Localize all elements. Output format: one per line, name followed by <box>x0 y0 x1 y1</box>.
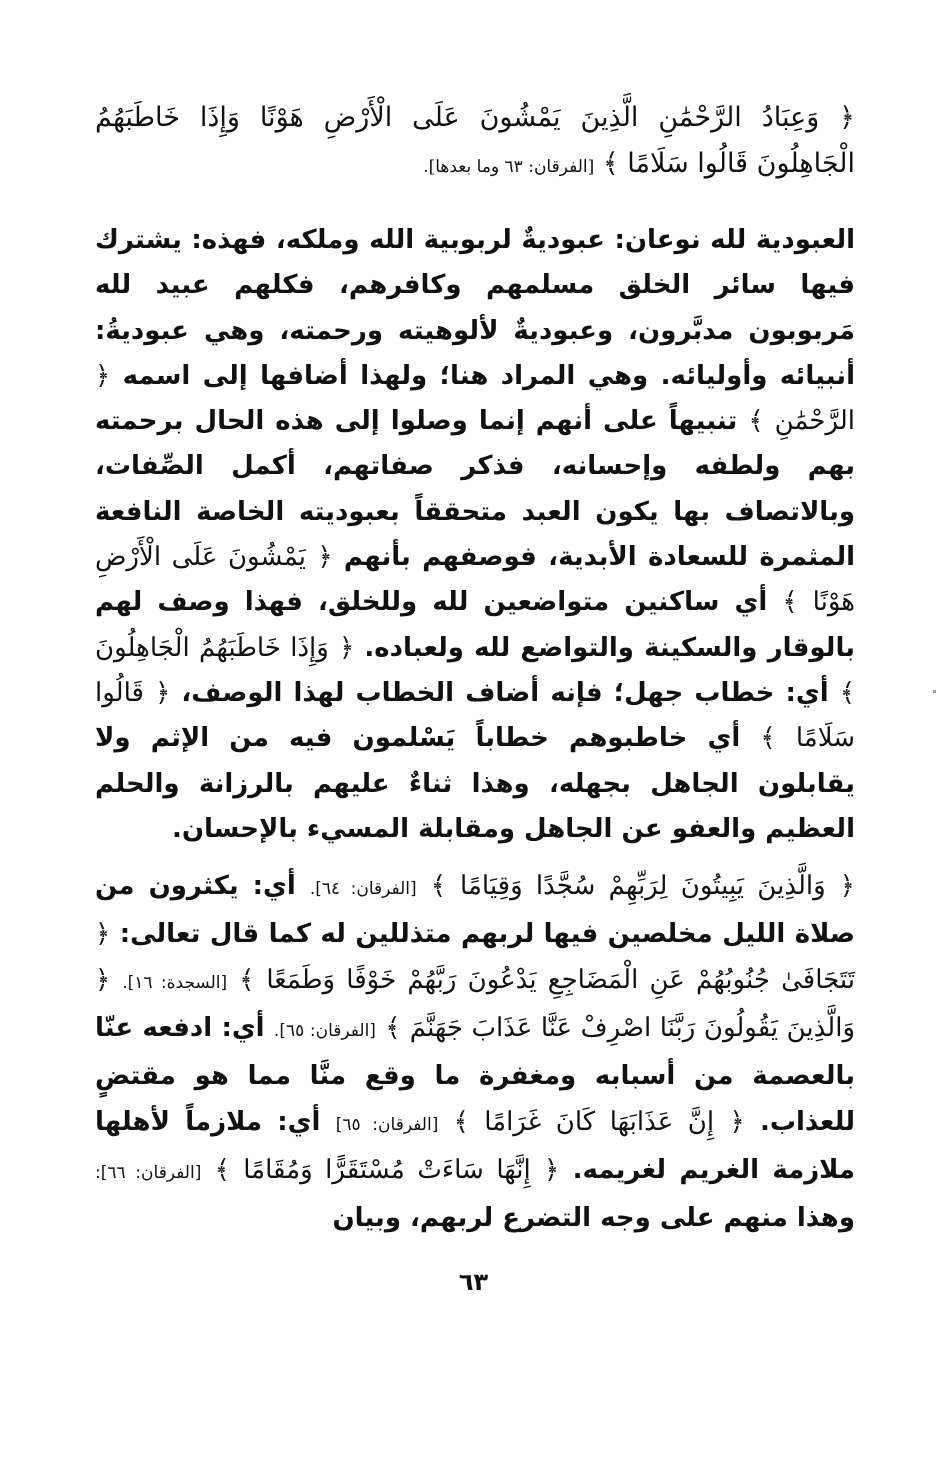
verse-open-ornament: ﴿ <box>839 102 855 133</box>
quote-yabituna: وَالَّذِينَ يَبِيتُونَ لِرَبِّهِمْ سُجَّدًا وَقِيَامًا <box>460 871 826 902</box>
verse-open-ornament: ﴿ <box>95 964 111 995</box>
verse-open-ornament: ﴿ <box>839 871 855 902</box>
verse-close-ornament: ﴾ <box>430 871 446 902</box>
verse-close-ornament: ﴾ <box>239 964 255 995</box>
quote-qalu-salama: قَالُوا سَلَامًا <box>95 677 855 754</box>
verse-open-ornament: ﴿ <box>95 360 111 391</box>
reference-furqan-65-b: [الفرقان: ٦٥] <box>335 1114 439 1135</box>
reference-furqan-64: [الفرقان: ٦٤]. <box>309 879 417 900</box>
reference-sajdah-16: [السجدة: ١٦]. <box>122 972 228 993</box>
verse-close-ornament: ﴾ <box>453 1106 469 1137</box>
verse-close-ornament: ﴾ <box>748 406 764 437</box>
quote-khatabahum: وَإِذَا خَاطَبَهُمُ الْجَاهِلُونَ <box>95 632 329 663</box>
commentary-paragraph-1 <box>95 218 855 852</box>
quote-tatajafa: تَتَجَافَىٰ جُنُوبُهُمْ عَنِ الْمَضَاجِعِ يَدْعُونَ رَبَّهُمْ خَوْفًا وَطَمَعًا <box>266 964 855 995</box>
reference-furqan-66: [الفرقان: ٦٦]: <box>95 1162 202 1183</box>
verse-open-ornament: ﴿ <box>95 919 111 950</box>
verse-close-ornament: ﴾ <box>839 677 855 708</box>
commentary-paragraph-2 <box>95 864 855 1241</box>
verse-open-ornament: ﴿ <box>729 1106 745 1137</box>
paragraph-2-text-3: أي: ملازماً لأهلها ملازمة الغريم لغريمه. <box>95 1106 856 1185</box>
quote-ar-rahman: الرَّحْمَٰنِ <box>774 406 855 437</box>
intro-verse-reference: [الفرقان: ٦٣ وما بعدها]. <box>423 157 595 177</box>
verse-close-ornament: ﴾ <box>214 1154 230 1185</box>
verse-open-ornament: ﴿ <box>544 1154 560 1185</box>
paragraph-2-text-1: أي: يكثرون من صلاة الليل مخلصين فيها لربهم متذللين له كما قال تعالى: <box>95 871 856 950</box>
paragraph-2-text-4: وهذا منهم على وجه التضرع لربهم، وبيان <box>332 1203 855 1234</box>
paragraph-1-text-5: أي خاطبوهم خطاباً يَسْلمون فيه من الإثم ولا يقابلون الجاهل بجهله، وهذا ثناءٌ عليهم بالرزانة والحلم العظيم والعفو عن الجاهل ومقابلة المسيء بالإحسان. <box>95 723 855 844</box>
intro-verse <box>95 95 855 190</box>
page-body <box>95 95 855 1425</box>
quote-innaha-saat: إِنَّهَا سَاءَتْ مُسْتَقَرًّا وَمُقَامًا <box>243 1154 531 1185</box>
verse-open-ornament: ﴿ <box>338 632 355 663</box>
reference-furqan-65: [الفرقان: ٦٥]. <box>273 1021 376 1042</box>
verse-close-ornament: ﴾ <box>385 1013 401 1044</box>
quote-isrif-anna: وَالَّذِينَ يَقُولُونَ رَبَّنَا اصْرِفْ عَنَّا عَذَابَ جَهَنَّمَ <box>409 1013 856 1044</box>
intro-verse-text: وَعِبَادُ الرَّحْمَٰنِ الَّذِينَ يَمْشُونَ عَلَى الْأَرْضِ هَوْنًا وَإِذَا خَاطَبَهُمُ الْجَاهِلُونَ قَالُوا سَلَامًا <box>95 102 855 179</box>
verse-close-ornament: ﴾ <box>760 723 776 754</box>
paragraph-1-text-2: تنبيهاً على أنهم إنما وصلوا إلى هذه الحال برحمته بهم ولطفه وإحسانه، فذكر صفاتهم، أكمل الصِّفات، وبالاتصاف بها يكون العبد متحققاً بعبوديته الخاصة النافعة المثمرة للسعادة الأبدية، فوصفهم بأنهم <box>95 406 855 573</box>
quote-adhabaha: إِنَّ عَذَابَهَا كَانَ غَرَامًا <box>484 1106 715 1137</box>
verse-open-ornament: ﴿ <box>155 677 171 708</box>
paragraph-1-text-3: أي ساكنين متواضعين لله وللخلق، فهذا وصف لهم بالوقار والسكينة والتواضع لله ولعباده. <box>95 587 855 663</box>
paragraph-2-text-2: أي: ادفعه عنّا بالعصمة من أسبابه ومغفرة ما وقع منَّا مما هو مقتضٍ للعذاب. <box>95 1013 855 1137</box>
quote-yamshuna: يَمْشُونَ عَلَى الْأَرْضِ هَوْنًا <box>95 542 855 618</box>
verse-close-ornament: ﴾ <box>782 587 798 618</box>
paragraph-1-text-4: أي: خطاب جهل؛ فإنه أضاف الخطاب لهذا الوصف، <box>181 677 829 708</box>
verse-close-ornament: ﴾ <box>602 148 619 179</box>
paragraph-1-text-1: العبودية لله نوعان: عبوديةٌ لربوبية الله وملكه، فهذه: يشترك فيها سائر الخلق مسلمهم وكافرهم، فكلهم عبيد لله مَربوبون مدبَّرون، وعبوديةٌ لألوهيته ورحمته، وهي عبوديةُ: أنبيائه وأوليائه. وهي المراد هنا؛ ولهذا أضافها إلى اسمه <box>95 225 855 391</box>
page-number: ٦٣ <box>458 1268 489 1296</box>
verse-open-ornament: ﴿ <box>317 542 333 573</box>
scan-speck <box>933 690 936 693</box>
